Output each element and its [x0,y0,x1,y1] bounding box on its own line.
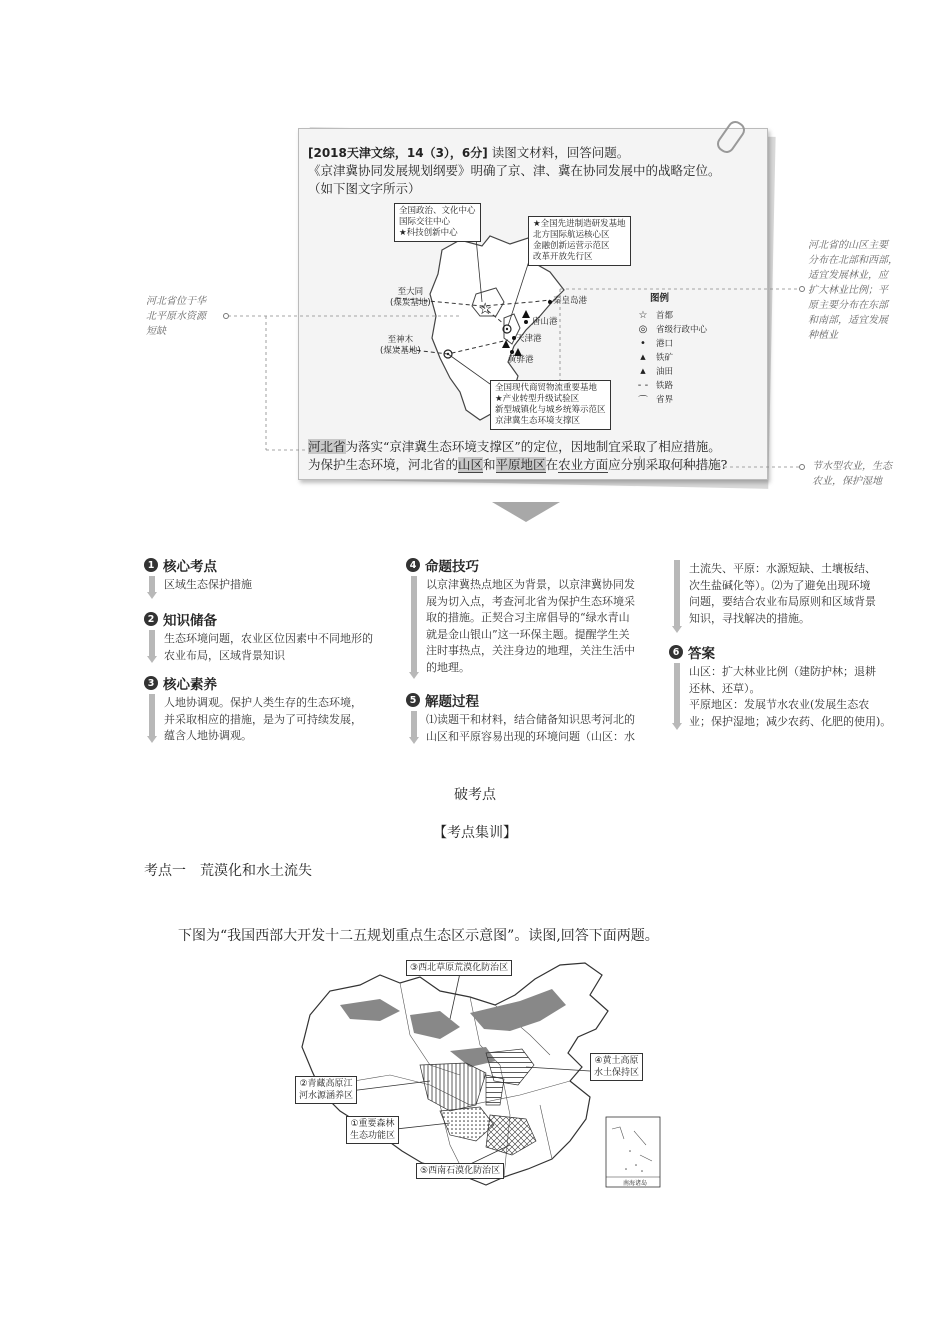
label-line: 水土保持区 [594,1068,640,1078]
legend-label: 港口 [656,339,674,349]
section-body-line: 展为切入点，考查河北省为保护生态环境采 [426,594,635,608]
hebei-role-line: ★产业转型升级试验区 [495,394,580,404]
oil-derrick-icon: ▲ [640,367,646,375]
section-answer-body [689,664,891,730]
beijing-role-line: ★科技创新中心 [399,228,458,238]
section-body-line: 山区：扩大林业比例（建防护林；退耕 [689,665,876,678]
section-process-body-cont [689,561,876,627]
dot-icon: • [640,337,646,349]
question-source: [2018天津文综，14（3），6分] [308,146,488,160]
hebei-role-line: 京津冀生态环境支撑区 [495,416,581,426]
label-huanghua-port: 黄骅港 [508,355,534,365]
number-5-icon: 5 [406,693,420,707]
label-datong-line: (煤炭基地) [390,298,431,308]
section-body-line: 还林、还草）。 [689,681,761,695]
note-line: 原主要分布在东部 [808,300,888,311]
tianjin-role-line: ★全国先进制造研发基地 [533,219,626,229]
section-body-line: 人地协调观。保护人类生存的生态环境， [164,696,362,709]
label-shenmu-line: (煤炭基地) [380,346,421,356]
question-text: 和 [483,457,496,472]
boundary-icon: ⌒ [638,395,648,407]
question-text: 为保护生态环境，河北省的 [308,457,459,472]
section-body-line: ⑴读题干和材料，结合储备知识思考河北的 [426,713,635,726]
section-body-line: 平原地区：发展节水农业(发展生态农 [689,698,870,711]
section-body-line: 并采取相应的措施，是为了可持续发展， [164,712,362,726]
section-process-header [406,690,479,710]
label-region-2 [295,1076,357,1104]
tianjin-role-line: 北方国际航运核心区 [533,230,610,240]
legend-label: 省界 [656,395,674,405]
topic-heading: 考点一 荒漠化和水土流失 [144,863,312,879]
question-source-tail: 读图文材料，回答问题。 [491,145,630,160]
label-shenmu-line: 至神木 [387,335,414,345]
section-body-line: 次生盐碱化等）。⑵为了避免出现环境 [689,578,871,592]
section-title: 解题过程 [425,694,479,710]
south-china-sea-inset [606,1117,660,1187]
section-title: 知识储备 [163,613,217,629]
label-south-china-sea: 南海诸岛 [622,1180,647,1187]
note-line: 适宜发展林业，应 [808,270,888,281]
section-bar [409,711,419,744]
note-left [146,294,206,339]
label-line: ②青藏高原江 [299,1079,353,1089]
triangle-icon: ▲ [640,353,646,361]
hebei-role-line: 全国现代商贸物流重要基地 [495,383,598,393]
section-title: 命题技巧 [425,559,479,575]
section-literacy-header [144,673,217,693]
note-line: 北平原水资源 [146,311,206,322]
number-1-icon: 1 [144,558,158,572]
section-body-line: 知识，寻找解决的措施。 [689,611,810,625]
note-line: 短缺 [146,326,166,337]
section-core-point-body [164,577,252,594]
section-body-line: 就是金山银山”这一环保主题。提醒学生关 [426,627,630,641]
legend-label: 首都 [656,311,674,321]
section-knowledge-body [164,631,373,664]
note-line: 分布在北部和西部， [808,255,898,266]
page-subtitle: 【考点集训】 [433,825,517,841]
section-bar [409,576,419,679]
section-body-line: 的地理。 [426,660,470,674]
legend-label: 铁路 [656,381,674,391]
section-answer-header [669,642,715,662]
label-tianjin-port: 天津港 [516,334,542,344]
note-line: 节水型农业，生态 [812,461,892,472]
number-2-icon: 2 [144,612,158,626]
section-bar [147,576,157,599]
question-text: 应分别采取何种措施? [608,457,728,472]
label-datong-line: 至大同 [397,287,424,297]
label-line: ①重要森林 [350,1119,395,1129]
tianjin-role-line: 金融创新运营示范区 [533,241,610,251]
label-region-1 [346,1116,399,1144]
section-body-line: 蕴含人地协调观。 [164,729,252,742]
label-qinhuangdao-port: 秦皇岛港 [553,296,588,306]
question-text: 在 [545,457,559,472]
number-3-icon: 3 [144,676,158,690]
section-technique-header [406,555,479,575]
note-line: 种植业 [808,330,838,341]
section-bar [672,663,682,730]
section-core-point-header [144,555,217,575]
question-intro-2: （如下图文字所示） [308,181,421,196]
number-6-icon: 6 [669,645,683,659]
highlight-hebei: 河北省 [308,439,346,454]
label-tangshan-port: 唐山港 [532,317,558,327]
label-line: 生态功能区 [350,1131,396,1141]
star-icon: ☆ [638,309,648,321]
section-title: 答案 [688,646,715,662]
label-region-5: ⑤西南石漠化防治区 [416,1163,504,1179]
section-body-line: 生态环境问题，农业区位因素中不同地形的 [164,632,373,645]
label-region-3: ③西北草原荒漠化防治区 [406,960,512,976]
label-line: 河水源涵养区 [299,1091,354,1101]
beijing-role-line: 全国政治、文化中心 [399,206,476,216]
legend-label: 省级行政中心 [656,325,708,335]
highlight-agriculture: 农业方面 [558,457,609,472]
section-body-line: 山区和平原容易出现的环境问题（山区：水 [426,729,635,743]
legend-title: 图例 [650,293,670,304]
section-body-line: 注时事热点，关注身边的地理，关注生活中 [426,644,635,657]
highlight-plain: 平原地区 [495,457,546,472]
section-knowledge-header [144,609,217,629]
section-bar [147,694,157,743]
note-line: 河北省位于华 [146,296,206,307]
note-bottom [812,459,892,489]
dashed-line-icon: - - [637,379,649,391]
label-region-4 [590,1053,643,1081]
note-line: 和南部，适宜发展 [808,315,888,326]
capital-star-icon: ☆ [478,299,493,318]
section-bar [672,560,682,633]
highlight-mountain: 山区 [458,457,484,472]
section-title: 核心素养 [163,677,217,693]
hebei-role-line: 新型城镇化与城乡统筹示范区 [495,405,606,415]
section-body-line: 业；保护湿地；减少农药、化肥的使用)。 [689,714,892,728]
down-arrow-icon [492,502,560,522]
section-literacy-body [164,695,362,745]
section-body-line: 农业布局，区域背景知识 [164,648,285,662]
page-title: 破考点 [454,787,496,803]
question-text: 为落实“京津冀生态环境支撑区”的定位，因地制宜采取了相应措施。 [345,439,721,454]
section-bar [147,630,157,663]
beijing-role-line: 国际交往中心 [399,217,451,227]
note-right [808,238,898,343]
note-line: 河北省的山区主要 [808,240,888,251]
note-line: 农业，保护湿地 [812,476,882,487]
tianjin-role-line: 改革开放先行区 [533,252,593,262]
legend-label: 油田 [656,367,674,377]
question-intro-text: 下图为“我国西部大开发十二五规划重点生态区示意图”。读图,回答下面两题。 [178,928,659,944]
section-body-line: 问题，要结合农业布局原则和区域背景 [689,595,876,608]
question-intro: 《京津冀协同发展规划纲要》明确了京、津、冀在协同发展中的战略定位。 [308,163,721,178]
section-title: 核心考点 [163,559,217,575]
section-body-line: 土流失、平原：水源短缺、土壤板结、 [689,562,876,575]
section-body-line: 以京津冀热点地区为背景，以京津冀协同发 [426,578,635,591]
section-process-body [426,712,635,745]
section-body-line: 取的措施。正契合习主席倡导的“绿水青山 [426,611,630,624]
bullseye-icon: ◎ [638,323,648,335]
number-4-icon: 4 [406,558,420,572]
label-line: ④黄土高原 [594,1056,639,1066]
legend-label: 铁矿 [656,353,674,363]
section-technique-body [426,577,635,676]
note-line: 扩大林业比例；平 [808,285,888,296]
section-body-line: 区域生态保护措施 [164,578,252,591]
